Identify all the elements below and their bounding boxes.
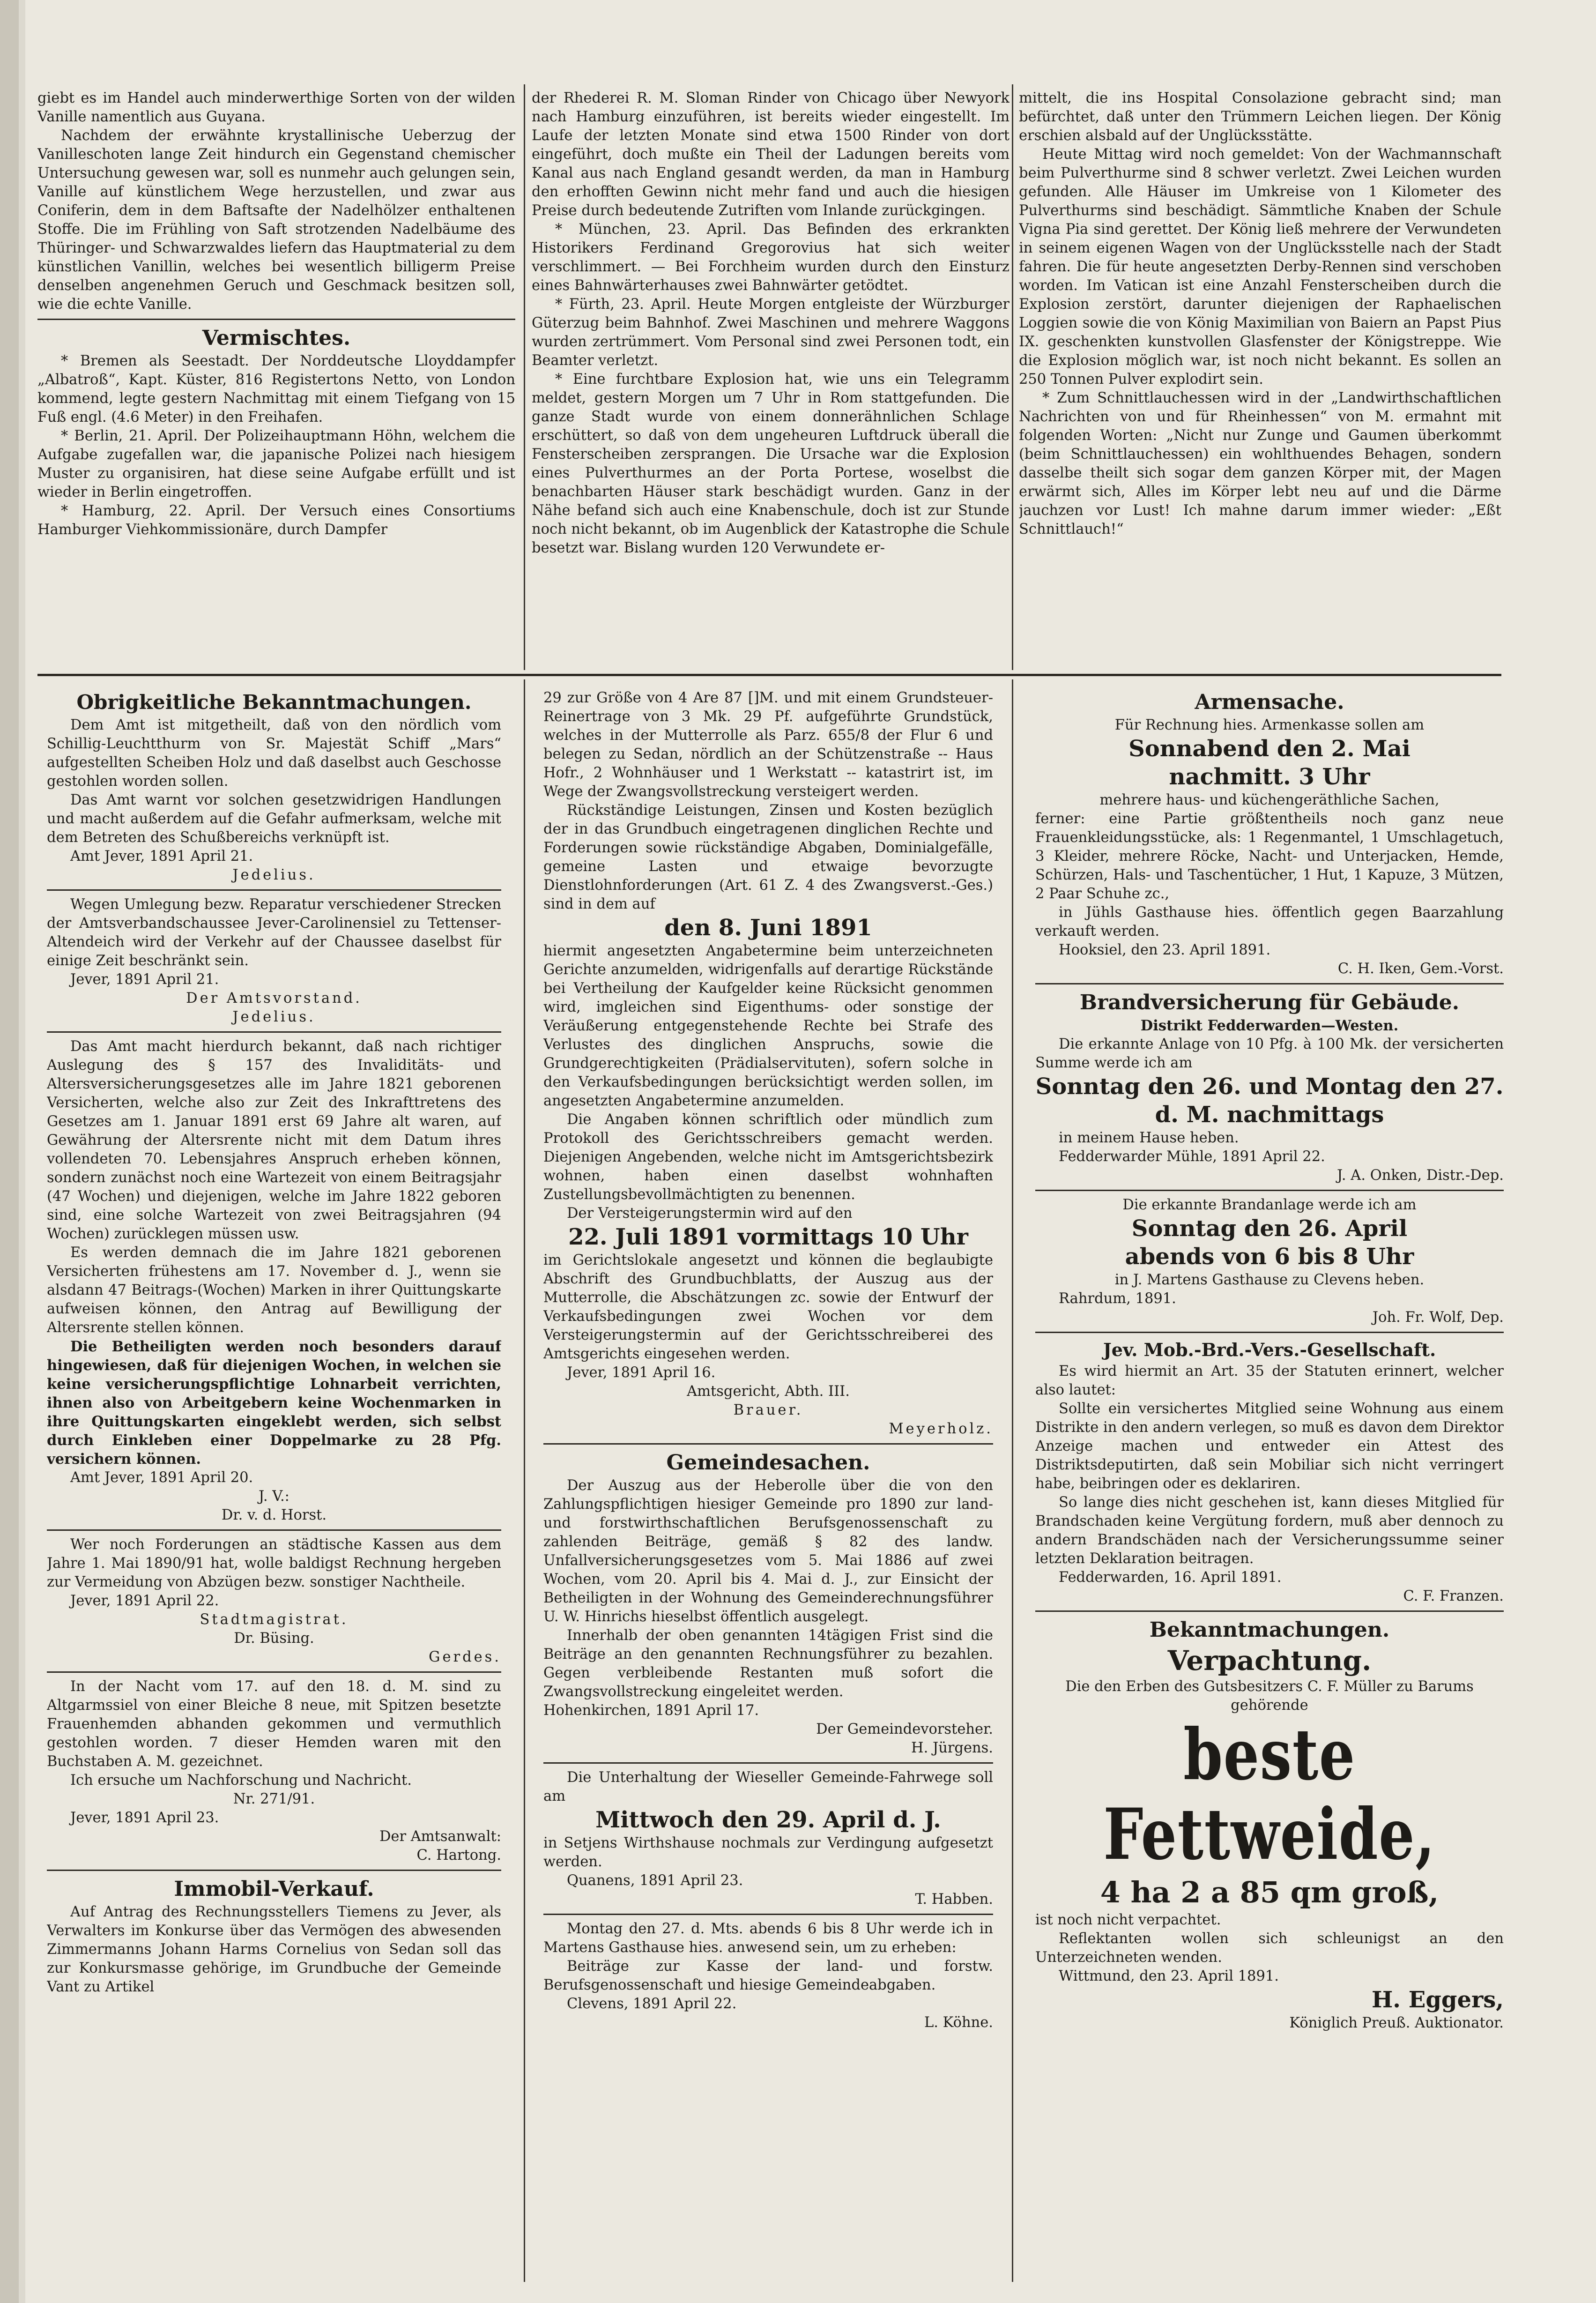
article-text: * Bremen als Seestadt. Der Norddeutsche Lloyddampfer „Albatroß“, Kapt. Küster, 816 Registertons Netto, von London kommend, legte gestern Nachmittag mit einem Tiefgang von 15 Fuß engl. (4.6 Meter) in den Freihafen. (37, 353, 515, 425)
notice-text: 29 zur Größe von 4 Are 87 []M. und mit einem Grundsteuer-Reinertrage von 3 Mk. 29 Pf. aufgeführte Grundstück, welches in der Mutterrolle als Parz. 655/8 der Flur 6 und belegen zu Sedan, nördlich an der Schützenstraße -- Haus Hofr., 2 Wohnhäuser und 1 Werkstatt -- katastrirt ist, im Wege der Zwangsvollstreckung versteigert werden. (543, 690, 993, 800)
notice-date: Clevens, 1891 April 22. (567, 1996, 737, 2012)
notice-date: Hohenkirchen, 1891 April 17. (543, 1702, 759, 1719)
section-divider (37, 674, 1501, 676)
notice-date: Amt Jever, 1891 April 20. (70, 1469, 253, 1486)
notice-highlight: 22. Juli 1891 vormittags 10 Uhr (568, 1224, 968, 1250)
notice-text: Die erkannte Anlage von 10 Pfg. à 100 Mk. der versicherten Summe werde ich am (1035, 1036, 1504, 1071)
notice-highlight: Sonnabend den 2. Mai (1128, 736, 1410, 762)
divider (47, 889, 501, 891)
notice-signature: J. A. Onken, Distr.-Dep. (1337, 1167, 1504, 1184)
notice-text: Auf Antrag des Rechnungsstellers Tiemens zu Jever, als Verwalters im Konkurse über das Vermögen des abwesenden Zimmermanns Johann Harms Cornelius von Sedan soll das zur Konkursmasse gehörige, im Grundbuche der Gemeinde Vant zu Artikel (47, 1904, 501, 1995)
notice-signature: Der Amtsanwalt: (379, 1828, 501, 1845)
article-text: * Berlin, 21. April. Der Polizeihauptmann Höhn, welchem die Aufgabe zugefallen war, die japanische Polizei nach hiesigem Muster zu organisiren, hat diese seine Aufgabe erfüllt und ist wieder in Berlin eingetroffen. (37, 428, 515, 500)
article-text: mittelt, die ins Hospital Consolazione gebracht sind; man befürchtet, daß unter den Trümmern Leichen liegen. Der König erschien alsbald auf der Unglücksstätte. (1019, 90, 1501, 144)
bottom-column-2 (543, 689, 993, 2282)
notice-signature: H. Jürgens. (911, 1740, 993, 1756)
article-text: Nachdem der erwähnte krystallinische Ueberzug der Vanilleschoten lange Zeit hindurch ein Gegenstand chemischer Untersuchung gewesen war, soll es nunmehr auch gelungen sein, Vanille auf künstlichem Wege herzustellen, und zwar aus Coniferin, dem in dem Baftsafte der Nadelhölzer enthaltenen Stoffe. Die im Frühling von Saft strotzenden Nadelbäume des Thüringer- und Schwarzwaldes liefern das Hauptmaterial zu dem künstlichen Vanillin, welches bei wesentlich billigerm Preise denselben angenehmen Geruch und Geschmack besitzen soll, wie die echte Vanille. (37, 127, 515, 313)
notice-date: Hooksiel, den 23. April 1891. (1059, 942, 1271, 958)
notice-date: Jever, 1891 April 16. (567, 1364, 716, 1381)
notice-signature: J. V.: (259, 1488, 290, 1505)
ad-text: ist noch nicht verpachtet. (1035, 1912, 1221, 1928)
bottom-column-3 (1035, 689, 1504, 2282)
notice-highlight: Sonntag den 26. April (1131, 1215, 1408, 1242)
notice-signature: Meyerholz. (889, 1421, 993, 1437)
notice-text-bold: Die Betheiligten werden noch besonders darauf hingewiesen, daß für diejenigen Wochen, in welchen sie keine versicherungspflichtige Lohnarbeit verrichten, ihnen also von Arbeitgebern keine Wochenmarken in ihre Quittungskarten eingeklebt werden, sich selbst durch Einkleben einer Doppelmarke zu 28 Pfg. versichern können. (47, 1338, 501, 1468)
divider (1035, 1610, 1504, 1612)
notice-highlight: Sonntag den 26. und Montag den 27. d. M. nachmittags (1035, 1073, 1504, 1128)
notice-date: Rahrdum, 1891. (1059, 1290, 1176, 1307)
article-text: * Zum Schnittlauchessen wird in der „Landwirthschaftlichen Nachrichten von und für Rheinhessen“ von M. ermahnt mit folgenden Worten: „Nicht nur Zunge und Gaumen überkommt (beim Schnittlauchessen) ein wohlthuendes Behagen, sondern dasselbe theilt sich sogar dem ganzen Körper mit, der Magen erwärmt sich, Alles im Körper lebt neu auf und die Därme jauchzen vor Lust! Ich mahne darum immer wieder: „Eßt Schnittlauch!“ (1019, 390, 1501, 537)
notice-highlight: nachmitt. 3 Uhr (1169, 764, 1370, 790)
notice-text: Ich ersuche um Nachforschung und Nachricht. (70, 1772, 412, 1789)
notice-text: Der Auszug aus der Heberolle über die von den Zahlungspflichtigen hiesiger Gemeinde pro 1890 zur land- und forstwirthschaftlichen Berufsgenossenschaft zu zahlenden Beiträge, gemäß § 82 des landw. Unfallversicherungsgesetzes vom 5. Mai 1886 auf zwei Wochen, vom 20. April bis 4. Mai d. J., zur Einsicht der Betheiligten in der Wohnung des Gemeinderechnungsführer U. W. Hinrichs hieselbst öffentlich ausgelegt. (543, 1477, 993, 1625)
notice-text: Das Amt macht hierdurch bekannt, daß nach richtiger Auslegung des § 157 des Invaliditäts- und Altersversicherungsgesetzes alle im Jahre 1821 geborenen Versicherten, welche also zur Zeit des Inkrafttretens des Gesetzes am 1. Januar 1891 erst 69 Jahre alt waren, auf Gewährung der Altersrente nicht mit dem Datum ihres vollendeten 70. Lebensjahres Anspruch erheben können, sondern zunächst noch eine Wartezeit von einem Beitragsjahr (47 Wochen) und diejenigen, welche im Jahre 1822 geboren sind, eine solche Wartezeit von zwei Beitragsjahren (94 Wochen) zurücklegen müssen usw. (47, 1038, 501, 1242)
section-title: Brandversicherung für Gebäude. (1079, 991, 1460, 1014)
notice-signature: C. H. Iken, Gem.-Vorst. (1337, 961, 1504, 977)
notice-text: Das Amt warnt vor solchen gesetzwidrigen Handlungen und macht außerdem auf die Gefahr aufmerksam, welche mit dem Betreten des Schußbereichs verknüpft ist. (47, 792, 501, 846)
divider (1035, 1190, 1504, 1191)
notice-date: Fedderwarder Mühle, 1891 April 22. (1059, 1148, 1325, 1165)
section-subtitle: Distrikt Fedderwarden—Westen. (1140, 1017, 1399, 1034)
notice-signature: Stadtmagistrat. (200, 1611, 349, 1628)
notice-date: Wittmund, den 23. April 1891. (1059, 1968, 1279, 1984)
article-text: giebt es im Handel auch minderwerthige Sorten von der wilden Vanille namentlich aus Guyana. (37, 90, 515, 125)
notice-text: Sollte ein versichertes Mitglied seine Wohnung aus einem Distrikte in den andern verlegen, so muß es davon dem Direktor Anzeige machen und entweder ein Attest des Distriktsdeputirten, daß sein Mobiliar sich nicht verringert habe, beibringen oder es deklariren. (1035, 1401, 1504, 1492)
notice-highlight: abends von 6 bis 8 Uhr (1125, 1244, 1414, 1270)
notice-signature: Dr. v. d. Horst. (221, 1507, 327, 1523)
notice-text: In der Nacht vom 17. auf den 18. d. M. sind zu Altgarmssiel von einer Bleiche 8 neue, mit Spitzen besetzte Frauenhemden abhanden gekommen und vermuthlich gestohlen worden. 7 dieser Hemden waren mit den Buchstaben A. M. gezeichnet. (47, 1678, 501, 1770)
article-text: * Fürth, 23. April. Heute Morgen entgleiste der Würzburger Güterzug beim Bahnhof. Zwei Maschinen und mehrere Waggons wurden zertrümmert. Vom Personal sind zwei Personen todt, ein Beamter verletzt. (532, 296, 1010, 369)
article-text: * Eine furchtbare Explosion hat, wie uns ein Telegramm meldet, gestern Morgen um 7 Uhr in Rom stattgefunden. Die ganze Stadt wurde von einem donnerähnlichen Schlage erschüttert, so daß von dem ungeheuren Luftdruck überall die Fensterscheiben zersprangen. Die Ursache war die Explosion eines Pulverthurmes an der Porta Portese, woselbst die benachbarten Häuser stark beschädigt wurden. Ganz in der Nähe befand sich auch eine Knabenschule, doch ist zur Stunde noch nicht bekannt, ob im Augenblick der Katastrophe die Schule besetzt war. Bislang wurden 120 Verwundete er- (532, 371, 1010, 556)
notice-text: in Jühls Gasthause hies. öffentlich gegen Baarzahlung verkauft werden. (1035, 904, 1504, 939)
notice-text: Der Versteigerungstermin wird auf den (567, 1205, 853, 1222)
notice-signature: Gerdes. (429, 1649, 501, 1665)
notice-signature: L. Köhne. (924, 2014, 993, 2031)
ad-highlight: 4 ha 2 a 85 qm groß, (1100, 1875, 1439, 1909)
divider (47, 1671, 501, 1673)
top-column-2 (532, 89, 1010, 665)
column-rule (1012, 84, 1013, 670)
notice-signature: Der Amtsvorstand. (186, 990, 362, 1006)
notice-text: Es werden demnach die im Jahre 1821 geborenen Versicherten frühestens am 17. November d. J., wenn sie alsdann 47 Beitrags-(Wochen) Marken in ihrer Quittungskarte aufweisen können, den Antrag auf Bewilligung der Altersrente stellen können. (47, 1245, 501, 1336)
article-text: Heute Mittag wird noch gemeldet: Von der Wachmannschaft beim Pulverthurme sind 8 schwer verletzt. Zwei Leichen wurden gefunden. Alle Häuser im Umkreise von 1 Kilometer des Pulverthurms sind beschädigt. Sämmtliche Knaben der Schule Vigna Pia sind gerettet. Der König ließ mehrere der Verwundeten in seinem eigenen Wagen von der Unglücksstelle nach der Stadt fahren. Die für heute angesetzten Derby-Rennen sind verschoben worden. Im Vatican ist eine Anzahl Fensterscheiben durch die Explosion zerstört, darunter diejenigen der Raphaelischen Loggien sowie die von König Maximilian von Baiern an Papst Pius IX. geschenkten kunstvollen Glasfenster der Königstreppe. Wie die Explosion möglich war, ist noch nicht bekannt. Es sollen an 250 Tonnen Pulver explodirt sein. (1019, 146, 1501, 388)
section-title: Vermischtes. (202, 326, 351, 350)
notice-text: Für Rechnung hies. Armenkasse sollen am (1114, 717, 1425, 733)
page-gutter (0, 0, 19, 2303)
notice-highlight: Mittwoch den 29. April d. J. (595, 1807, 941, 1833)
section-title: Armensache. (1195, 690, 1344, 714)
divider (543, 1762, 993, 1764)
notice-date: Quanens, 1891 April 23. (567, 1872, 743, 1889)
notice-signature: Amtsgericht, Abth. III. (687, 1383, 850, 1400)
notice-text: Montag den 27. d. Mts. abends 6 bis 8 Uhr werde ich in Martens Gasthause hies. anwesend sein, um zu erheben: (543, 1921, 993, 1956)
notice-text: im Gerichtslokale angesetzt und können die beglaubigte Abschrift des Grundbuchblatts, der Auszug aus der Mutterrolle, die Abschätzungen zc. sowie der Entwurf der Verkaufsbedingungen zwei Wochen vor dem Versteigerungstermin auf der Gerichtsschreiberei des Amtsgerichts eingesehen werden. (543, 1252, 993, 1362)
notice-signature: Dr. Büsing. (234, 1630, 314, 1647)
notice-text: in Setjens Wirthshause nochmals zur Verdingung aufgesetzt werden. (543, 1835, 993, 1870)
divider (47, 1870, 501, 1871)
notice-signature: Königlich Preuß. Auktionator. (1289, 2015, 1504, 2031)
notice-text: Dem Amt ist mitgetheilt, daß von den nördlich vom Schillig-Leuchtthurm von Sr. Majestät Schiff „Mars“ aufgestellten Scheiben Holz und daß daselbst auch Geschosse gestohlen worden sollen. (47, 717, 501, 790)
notice-highlight: den 8. Juni 1891 (664, 915, 872, 941)
divider (1035, 1332, 1504, 1333)
notice-signature: Brauer. (733, 1402, 803, 1418)
notice-text: Wer noch Forderungen an städtische Kassen aus dem Jahre 1. Mai 1890/91 hat, wolle baldigst Rechnung hergeben zur Vermeidung von Abzügen bezw. sonstiger Nachtheile. (47, 1536, 501, 1590)
divider (543, 1443, 993, 1445)
divider (47, 1529, 501, 1531)
ad-text: Die den Erben des Gutsbesitzers C. F. Müller zu Barums gehörende (1065, 1678, 1474, 1714)
notice-signature: Jedelius. (232, 1009, 316, 1025)
notice-signature: Der Gemeindevorsteher. (816, 1721, 993, 1737)
notice-text: hiermit angesetzten Angabetermine beim unterzeichneten Gerichte anzumelden, widrigenfalls auf derartige Rückstände bei Vertheilung der Kaufgelder keine Rücksicht genommen wird, imgleichen sind Eigenthums- oder sonstige der Veräußerung entgegenstehende Rechte bei Strafe des Verlustes des dinglichen Anspruchs, sowie die Grundgerechtigkeiten (Prädialservituten), sofern solche in den Verkaufsbedingungen berücksichtigt werden sollen, im angesetzten Angabetermine anzumelden. (543, 943, 993, 1109)
notice-date: Amt Jever, 1891 April 21. (70, 848, 253, 865)
notice-text: in meinem Hause heben. (1059, 1130, 1239, 1146)
notice-text: Die Angaben können schriftlich oder mündlich zum Protokoll des Gerichtsschreibers gemacht werden. Diejenigen Angebenden, welche nicht im Amtsgerichtsbezirk wohnen, haben einen daselbst wohnhaften Zustellungsbevollmächtigten zu benennen. (543, 1111, 993, 1203)
notice-text: Es wird hiermit an Art. 35 der Statuten erinnert, welcher also lautet: (1035, 1363, 1504, 1398)
notice-text: Innerhalb der oben genannten 14tägigen Frist sind die Beiträge an den genannten Rechnungsführer zu bezahlen. Gegen verbleibende Restanten muß sofort die Zwangsvollstreckung eingeleitet werden. (543, 1627, 993, 1700)
notice-date: Jever, 1891 April 23. (70, 1810, 219, 1826)
column-rule (524, 679, 525, 2282)
notice-text: ferner: eine Partie größtentheils noch ganz neue Frauenkleidungsstücke, als: 1 Regenmantel, 1 Umschlagetuch, 3 Kleider, mehrere Röcke, Nacht- und Unterjacken, Hemde, Schürzen, Hals- und Taschentücher, 1 Hut, 1 Kapuze, 3 Mützen, 2 Paar Schuhe zc., (1035, 811, 1504, 902)
notice-date: Jever, 1891 April 21. (70, 971, 219, 988)
notice-number: Nr. 271/91. (233, 1791, 315, 1807)
page-gutter-shade (19, 0, 25, 2303)
ad-display-line: beste Fettweide, (1103, 1714, 1436, 1876)
notice-text: Die erkannte Brandanlage werde ich am (1122, 1197, 1417, 1213)
section-title: Bekanntmachungen. (1149, 1618, 1390, 1642)
section-title: Obrigkeitliche Bekanntmachungen. (76, 691, 472, 714)
column-rule (524, 84, 525, 670)
section-title: Jev. Mob.-Brd.-Vers.-Gesellschaft. (1103, 1339, 1436, 1360)
divider (543, 1914, 993, 1915)
notice-text: Die Unterhaltung der Wieseller Gemeinde-Fahrwege soll am (543, 1769, 993, 1804)
top-column-3 (1019, 89, 1501, 665)
divider (37, 319, 515, 320)
notice-signature: C. F. Franzen. (1403, 1588, 1504, 1604)
notice-signature: Jedelius. (232, 867, 316, 883)
notice-date: Jever, 1891 April 22. (70, 1593, 219, 1609)
notice-text: mehrere haus- und küchengeräthliche Sachen, (1099, 792, 1440, 808)
divider (1035, 983, 1504, 984)
article-text: der Rhederei R. M. Sloman Rinder von Chicago über Newyork nach Hamburg einzuführen, ist bereits wieder eingestellt. Im Laufe der letzten Monate sind etwa 1500 Rinder von dort eingeführt, doch mußte ein Theil der Ladungen bereits vom Kanal aus nach England gesandt werden, da man in Hamburg den erhofften Gewinn nicht mehr fand und auch die hiesigen Preise durch bedeutende Zutriften vom Inlande zurückgingen. (532, 90, 1010, 219)
notice-text: Wegen Umlegung bezw. Reparatur verschiedener Strecken der Amtsverbandschaussee Jever-Carolinensiel zu Tettenser-Altendeich wird der Verkehr auf der Chaussee daselbst für einige Zeit beschränkt sein. (47, 896, 501, 969)
notice-text: in J. Martens Gasthause zu Clevens heben. (1114, 1272, 1425, 1288)
notice-signature: C. Hartong. (416, 1847, 501, 1863)
notice-signature: H. Eggers, (1371, 1987, 1504, 2013)
notice-signature: T. Habben. (915, 1891, 993, 1908)
notice-date: Fedderwarden, 16. April 1891. (1059, 1569, 1282, 1586)
article-text: * Hamburg, 22. April. Der Versuch eines Consortiums Hamburger Viehkommissionäre, durch Dampfer (37, 503, 515, 538)
section-title: Gemeindesachen. (666, 1451, 870, 1475)
divider (47, 1031, 501, 1033)
article-text: * München, 23. April. Das Befinden des erkrankten Historikers Ferdinand Gregorovius hat sich weiter verschlimmert. — Bei Forchheim wurden durch den Einsturz eines Bahnwärterhauses zwei Bahnwärter getödtet. (532, 221, 1010, 294)
top-column-1 (37, 89, 515, 665)
notice-text: So lange dies nicht geschehen ist, kann dieses Mitglied für Brandschaden keine Vergütung fordern, muß aber dennoch zu andern Brandschäden nach der Versicherungssumme seiner letzten Deklaration beitragen. (1035, 1494, 1504, 1567)
ad-text: Reflektanten wollen sich schleunigst an den Unterzeichneten wenden. (1035, 1930, 1504, 1966)
notice-text: Beiträge zur Kasse der land- und forstw. Berufsgenossenschaft und hiesige Gemeindeabgaben. (543, 1958, 993, 1993)
section-title: Immobil-Verkauf. (174, 1877, 374, 1901)
bottom-column-1 (47, 689, 501, 2282)
column-rule (1012, 679, 1013, 2282)
ad-headline: Verpachtung. (1167, 1645, 1372, 1677)
notice-signature: Joh. Fr. Wolf, Dep. (1372, 1309, 1504, 1326)
notice-text: Rückständige Leistungen, Zinsen und Kosten bezüglich der in das Grundbuch eingetragenen dinglichen Rechte und Forderungen sowie rückständige Abgaben, Dominialgefälle, gemeine Lasten und etwaige bevorzugte Dienstlohnforderungen (Art. 61 Z. 4 des Zwangsverst.-Ges.) sind in dem auf (543, 802, 993, 912)
